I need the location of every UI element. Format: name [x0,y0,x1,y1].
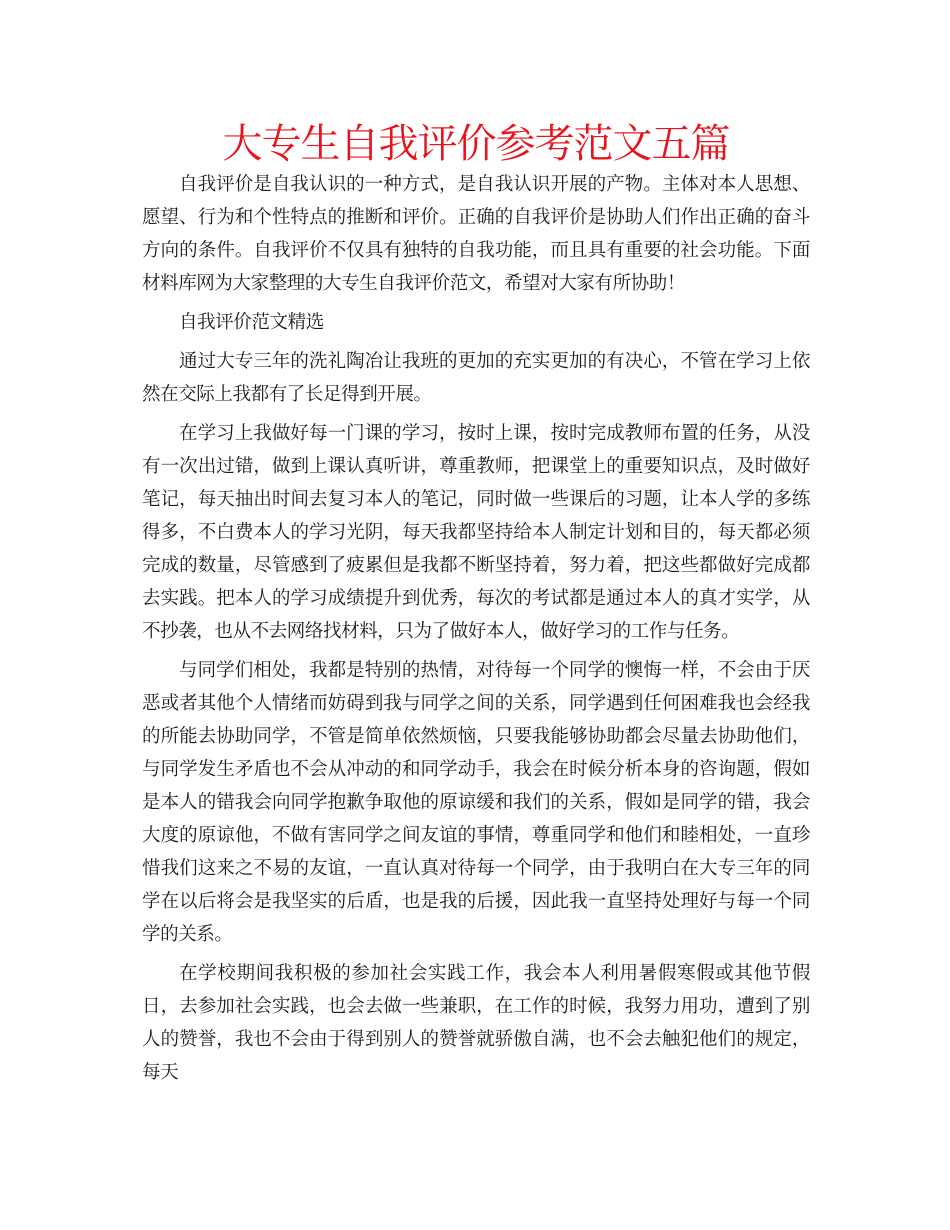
body-paragraph: 在学校期间我积极的参加社会实践工作，我会本人利用暑假寒假或其他节假日，去参加社会实践，也会去做一些兼职，在工作的时候，我努力用功，遭到了别人的赞誉，我也不会由于得到别人的赞誉就骄傲自满，也不会去触犯他们的规定，每天 [142,963,810,1083]
body-paragraph: 通过大专三年的洗礼陶冶让我班的更加的充实更加的有决心，不管在学习上依然在交际上我都有了长足得到开展。 [142,351,810,405]
body-paragraph: 在学习上我做好每一门课的学习，按时上课，按时完成教师布置的任务，从没有一次出过错，做到上课认真听讲，尊重教师，把课堂上的重要知识点，及时做好笔记，每天抽出时间去复习本人的笔记，同时做一些课后的习题，让本人学的多练得多，不白费本人的学习光阴，每天我都坚持给本人制定计划和目的，每天都必须完成的数量，尽管感到了疲累但是我都不断坚持着，努力着，把这些都做好完成都去实践。把本人的学习成绩提升到优秀，每次的考试都是通过本人的真才实学，从不抄袭，也从不去网络找材料，只为了做好本人，做好学习的工作与任务。 [142,423,810,642]
document-page [142,118,810,1095]
document-title: 大专生自我评价参考范文五篇 [222,121,730,167]
section-heading: 自我评价范文精选 [179,312,324,333]
intro-paragraph: 自我评价是自我认识的一种方式，是自我认识开展的产物。主体对本人思想、愿望、行为和个性特点的推断和评价。正确的自我评价是协助人们作出正确的奋斗方向的条件。自我评价不仅具有独特的自我功能，而且具有重要的社会功能。下面材料库网为大家整理的大专生自我评价范文，希望对大家有所协助！ [142,174,810,294]
body-paragraph: 与同学们相处，我都是特别的热情，对待每一个同学的懊悔一样，不会由于厌恶或者其他个人情绪而妨碍到我与同学之间的关系，同学遇到任何困难我也会经我的所能去协助同学，不管是简单依然烦恼，只要我能够协助都会尽量去协助他们，与同学发生矛盾也不会从冲动的和同学动手，我会在时候分析本身的咨询题，假如是本人的错我会向同学抱歉争取他的原谅缓和我们的关系，假如是同学的错，我会大度的原谅他，不做有害同学之间友谊的事情，尊重同学和他们和睦相处，一直珍惜我们这来之不易的友谊，一直认真对待每一个同学，由于我明白在大专三年的同学在以后将会是我坚实的后盾，也是我的后援，因此我一直坚持处理好与每一个同学的关系。 [142,660,810,945]
